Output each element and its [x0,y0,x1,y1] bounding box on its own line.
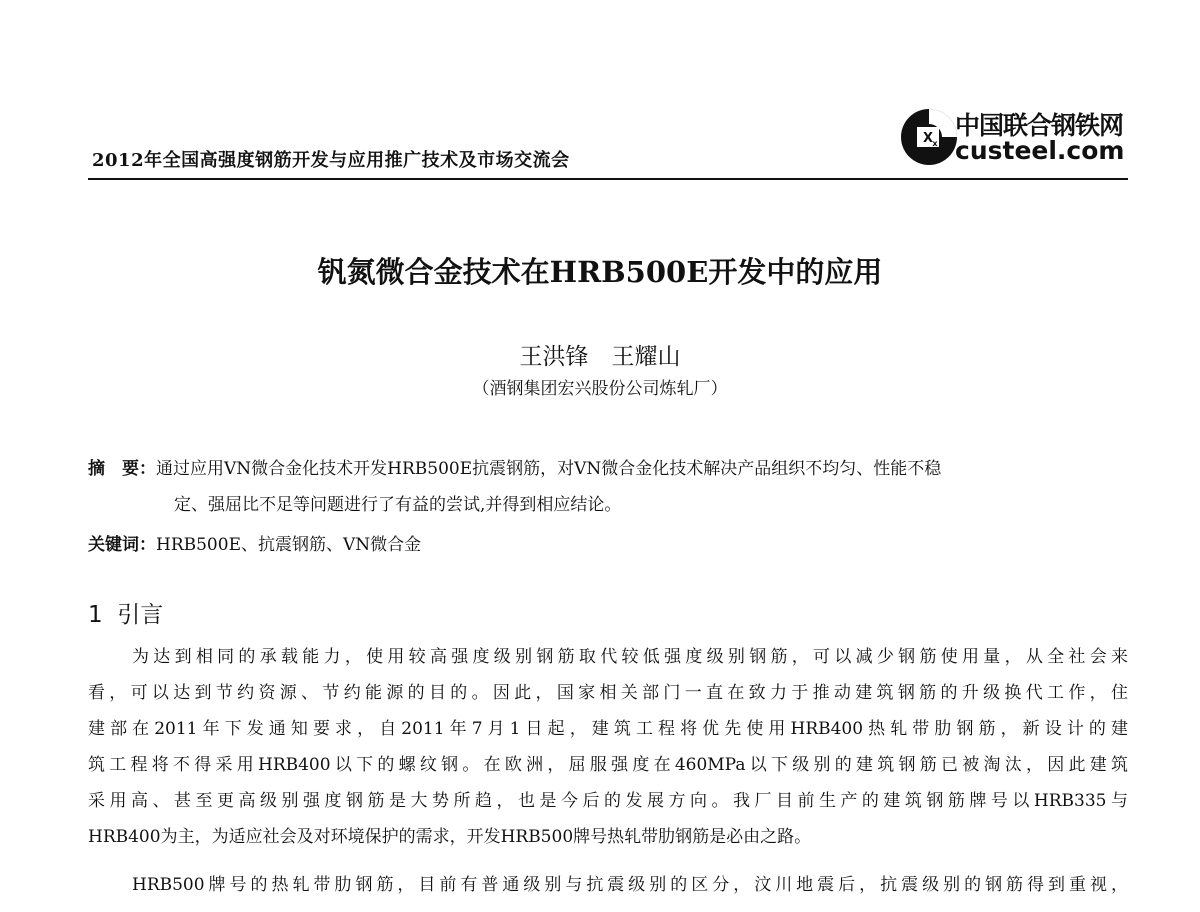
keywords-text: HRB500E、抗震钢筋、VN微合金 [156,535,422,555]
paper-affiliation: （酒钢集团宏兴股份公司炼轧厂） [472,379,728,399]
keywords [88,530,421,555]
paper-title: 钒氮微合金技术在HRB500E开发中的应用 [317,255,883,289]
svg-text:X: X [922,131,934,146]
abstract-text-line2: 定、强屈比不足等问题进行了有益的尝试,并得到相应结论。 [174,495,622,515]
abstract [88,454,1128,479]
keywords-label: 关键词： [88,535,156,555]
section-heading: 1 引言 [88,602,164,628]
paragraph-line: 建部在2011年下发通知要求，自2011年7月1日起，建筑工程将优先使用HRB400热轧带肋钢筋，新设计的建 [88,719,1128,739]
abstract-label: 摘 要： [88,459,156,479]
conference-title: 2012年全国高强度钢筋开发与应用推广技术及市场交流会 [92,150,570,171]
custeel-logo-icon [898,106,960,168]
paragraph-line: 为达到相同的承载能力，使用较高强度级别钢筋取代较低强度级别钢筋，可以减少钢筋使用量，从全社会来 [132,647,1128,667]
header-divider [88,178,1128,180]
logo-en-text: custeel.com [955,136,1125,165]
paragraph-line: 采用高、甚至更高级别强度钢筋是大势所趋，也是今后的发展方向。我厂目前生产的建筑钢筋牌号以HRB335与 [88,791,1128,811]
custeel-logo [898,104,1128,170]
paragraph-line: 看，可以达到节约资源、节约能源的目的。因此，国家相关部门一直在致力于推动建筑钢筋的升级换代工作，住 [88,683,1128,703]
logo-cn-text: 中国联合钢铁网 [955,111,1124,140]
paper-authors: 王洪锋 王耀山 [519,344,681,370]
paragraph-line: HRB500牌号的热轧带肋钢筋，目前有普通级别与抗震级别的区分，汶川地震后，抗震级别的钢筋得到重视， [132,875,1128,895]
svg-text:x: x [932,139,938,148]
paragraph-line: 筑工程将不得采用HRB400以下的螺纹钢。在欧洲，屈服强度在460MPa以下级别的建筑钢筋已被淘汰，因此建筑 [88,755,1128,775]
abstract-text-line1: 通过应用VN微合金化技术开发HRB500E抗震钢筋，对VN微合金化技术解决产品组织不均匀、性能不稳 [156,459,942,479]
paragraph-line: HRB400为主，为适应社会及对环境保护的需求，开发HRB500牌号热轧带肋钢筋是必由之路。 [88,827,812,847]
